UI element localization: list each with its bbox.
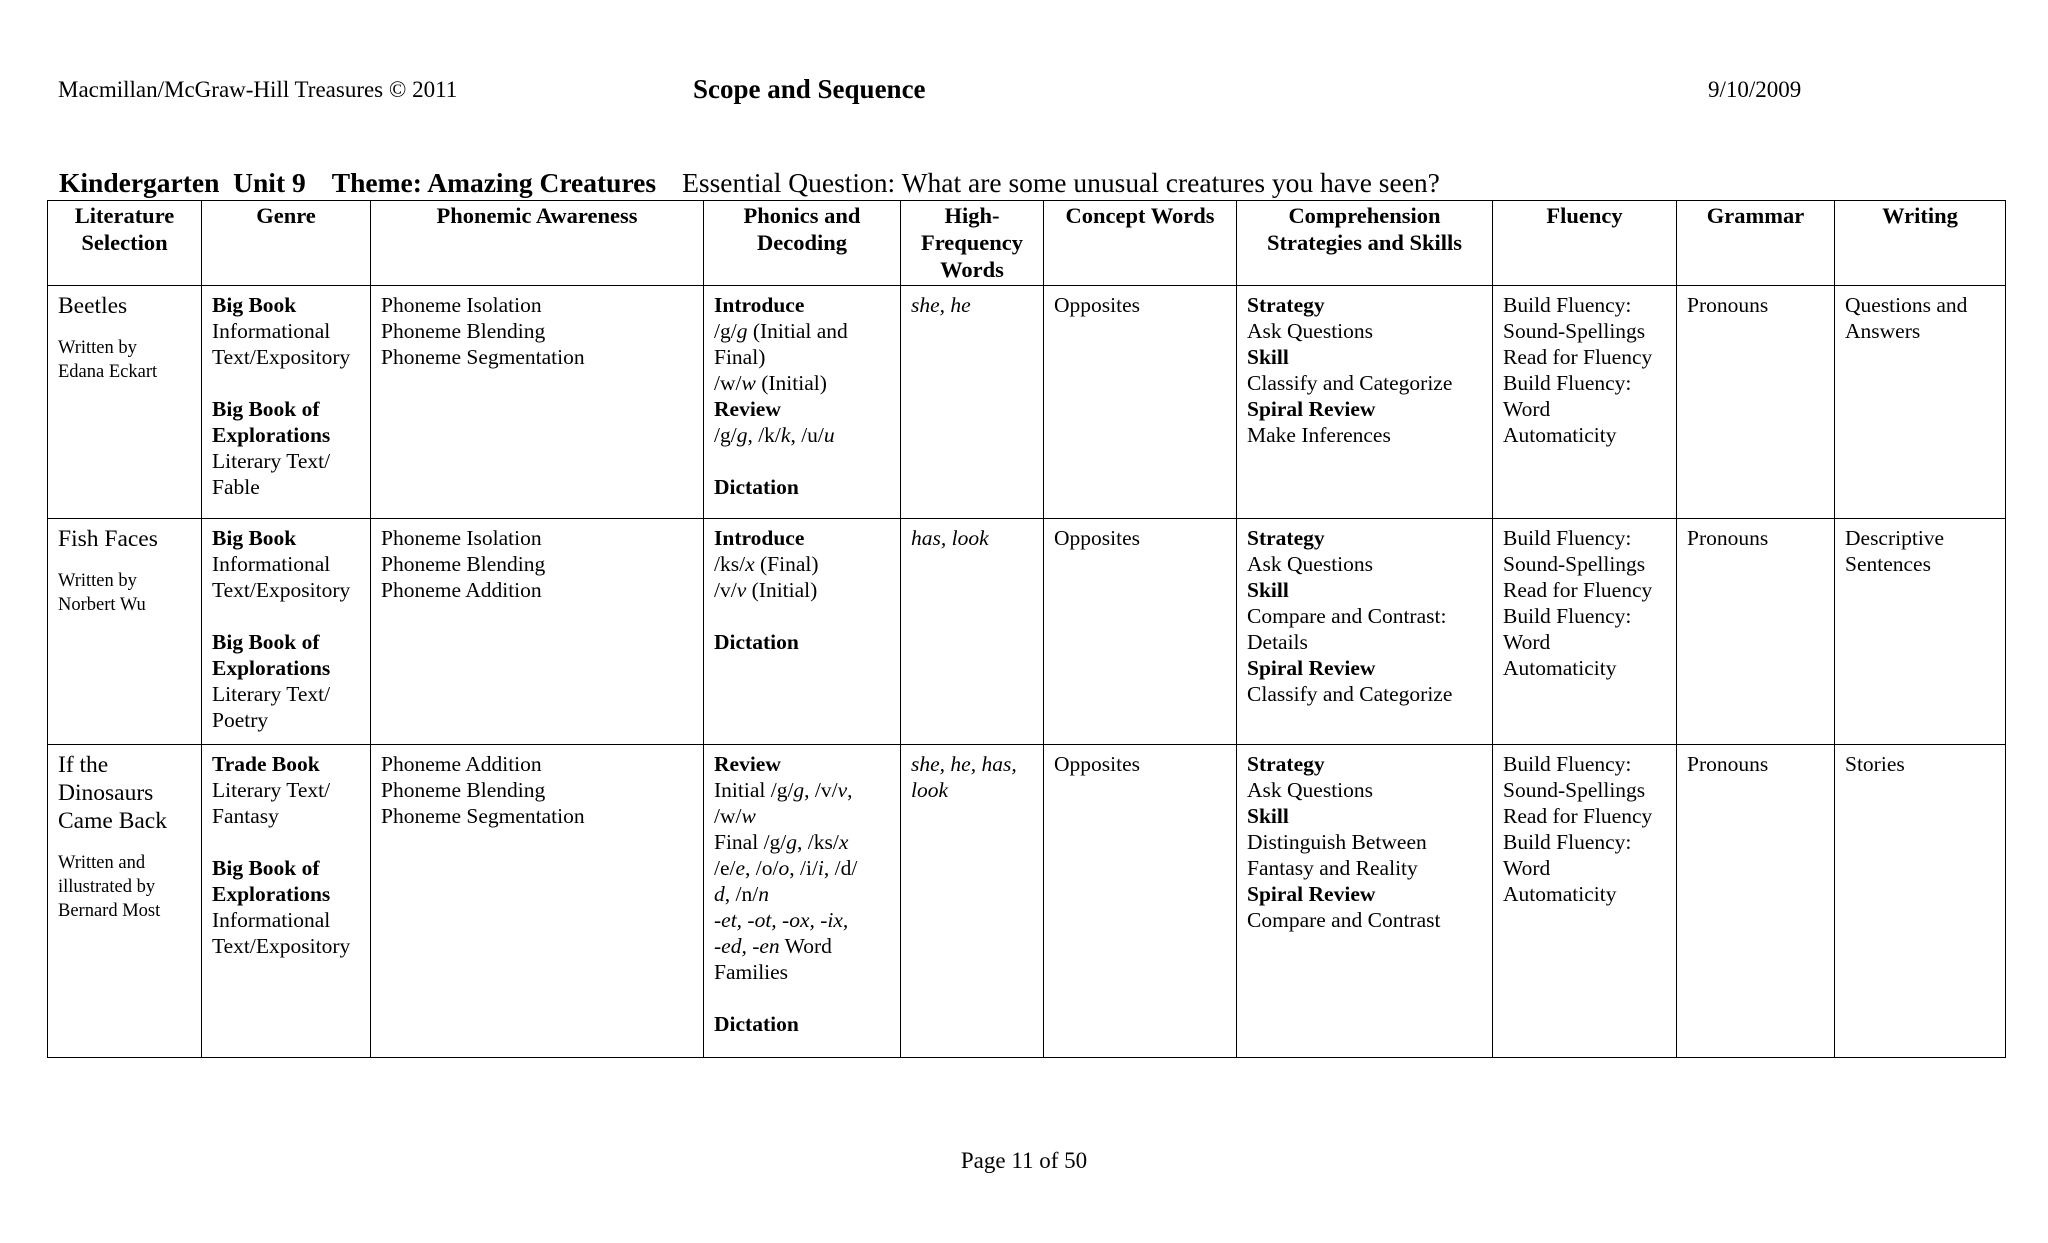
col-header-phonemic: Phonemic Awareness <box>371 201 704 286</box>
col-header-high-frequency: High- Frequency Words <box>901 201 1044 286</box>
genre-cell: Big Book Informational Text/Expository Big Book of Explorations Literary Text/ Poetry <box>202 519 371 745</box>
table-header-row <box>48 201 2006 286</box>
phonemic-cell: Phoneme Isolation Phoneme Blending Phoneme Addition <box>371 519 704 745</box>
phonics-cell: Introduce /g/g (Initial and Final) /w/w (Initial) Review /g/g, /k/k, /u/u Dictation <box>704 286 901 519</box>
concept-cell: Opposites <box>1044 519 1237 745</box>
phonics-cell: Review Initial /g/g, /v/v, /w/w Final /g/g, /ks/x /e/e, /o/o, /i/i, /d/ d, /n/n -et, -ot, -ox, -ix, -ed, -en Word Families Dictation <box>704 745 901 1058</box>
phonics-cell: Introduce /ks/x (Final) /v/v (Initial) Dictation <box>704 519 901 745</box>
col-header-grammar: Grammar <box>1677 201 1835 286</box>
scope-sequence-table <box>47 200 2006 1058</box>
col-header-concept: Concept Words <box>1044 201 1237 286</box>
grammar-cell: Pronouns <box>1677 745 1835 1058</box>
document-title: Scope and Sequence <box>693 74 926 104</box>
literature-title: Beetles <box>58 293 128 319</box>
fluency-cell: Build Fluency: Sound-Spellings Read for Fluency Build Fluency: Word Automaticity <box>1493 286 1677 519</box>
col-header-phonics: Phonics and Decoding <box>704 201 901 286</box>
literature-cell <box>48 519 202 745</box>
literature-cell <box>48 286 202 519</box>
publisher-label: Macmillan/McGraw-Hill Treasures © 2011 <box>58 77 458 102</box>
concept-cell: Opposites <box>1044 745 1237 1058</box>
fluency-cell: Build Fluency: Sound-Spellings Read for Fluency Build Fluency: Word Automaticity <box>1493 519 1677 745</box>
genre-cell: Trade Book Literary Text/ Fantasy Big Book of Explorations Informational Text/Expository <box>202 745 371 1058</box>
document-date: 9/10/2009 <box>1708 77 1802 102</box>
unit-heading <box>59 167 1440 199</box>
literature-title: Fish Faces <box>58 526 158 552</box>
grammar-cell: Pronouns <box>1677 286 1835 519</box>
phonemic-cell: Phoneme Isolation Phoneme Blending Phoneme Segmentation <box>371 286 704 519</box>
high-frequency-cell: she, he, has, look <box>901 745 1044 1058</box>
genre-cell: Big Book Informational Text/Expository Big Book of Explorations Literary Text/ Fable <box>202 286 371 519</box>
writing-cell: Stories <box>1835 745 2006 1058</box>
comprehension-cell: Strategy Ask Questions Skill Classify and Categorize Spiral Review Make Inferences <box>1237 286 1493 519</box>
col-header-comprehension: Comprehension Strategies and Skills <box>1237 201 1493 286</box>
table-row <box>48 286 2006 519</box>
table-row <box>48 745 2006 1058</box>
phonemic-cell: Phoneme Addition Phoneme Blending Phoneme Segmentation <box>371 745 704 1058</box>
concept-cell: Opposites <box>1044 286 1237 519</box>
theme-label: Theme: Amazing Creatures <box>331 167 657 198</box>
grammar-cell: Pronouns <box>1677 519 1835 745</box>
high-frequency-cell: has, look <box>901 519 1044 745</box>
literature-author: Written by Norbert Wu <box>58 571 146 615</box>
literature-title: If the Dinosaurs Came Back <box>58 752 167 834</box>
literature-author: Written and illustrated by Bernard Most <box>58 853 161 921</box>
col-header-genre: Genre <box>202 201 371 286</box>
col-header-writing: Writing <box>1835 201 2006 286</box>
comprehension-cell: Strategy Ask Questions Skill Compare and Contrast: Details Spiral Review Classify and Categorize <box>1237 519 1493 745</box>
page-number: Page 11 of 50 <box>960 1148 1088 1173</box>
col-header-literature: Literature Selection <box>48 201 202 286</box>
fluency-cell: Build Fluency: Sound-Spellings Read for Fluency Build Fluency: Word Automaticity <box>1493 745 1677 1058</box>
high-frequency-cell: she, he <box>901 286 1044 519</box>
writing-cell: Questions and Answers <box>1835 286 2006 519</box>
literature-author: Written by Edana Eckart <box>58 338 158 382</box>
comprehension-cell: Strategy Ask Questions Skill Distinguish Between Fantasy and Reality Spiral Review Compare and Contrast <box>1237 745 1493 1058</box>
col-header-fluency: Fluency <box>1493 201 1677 286</box>
grade-unit-label: Kindergarten Unit 9 <box>59 167 306 198</box>
essential-question: Essential Question: What are some unusual creatures you have seen? <box>682 167 1440 198</box>
writing-cell: Descriptive Sentences <box>1835 519 2006 745</box>
table-row <box>48 519 2006 745</box>
literature-cell <box>48 745 202 1058</box>
